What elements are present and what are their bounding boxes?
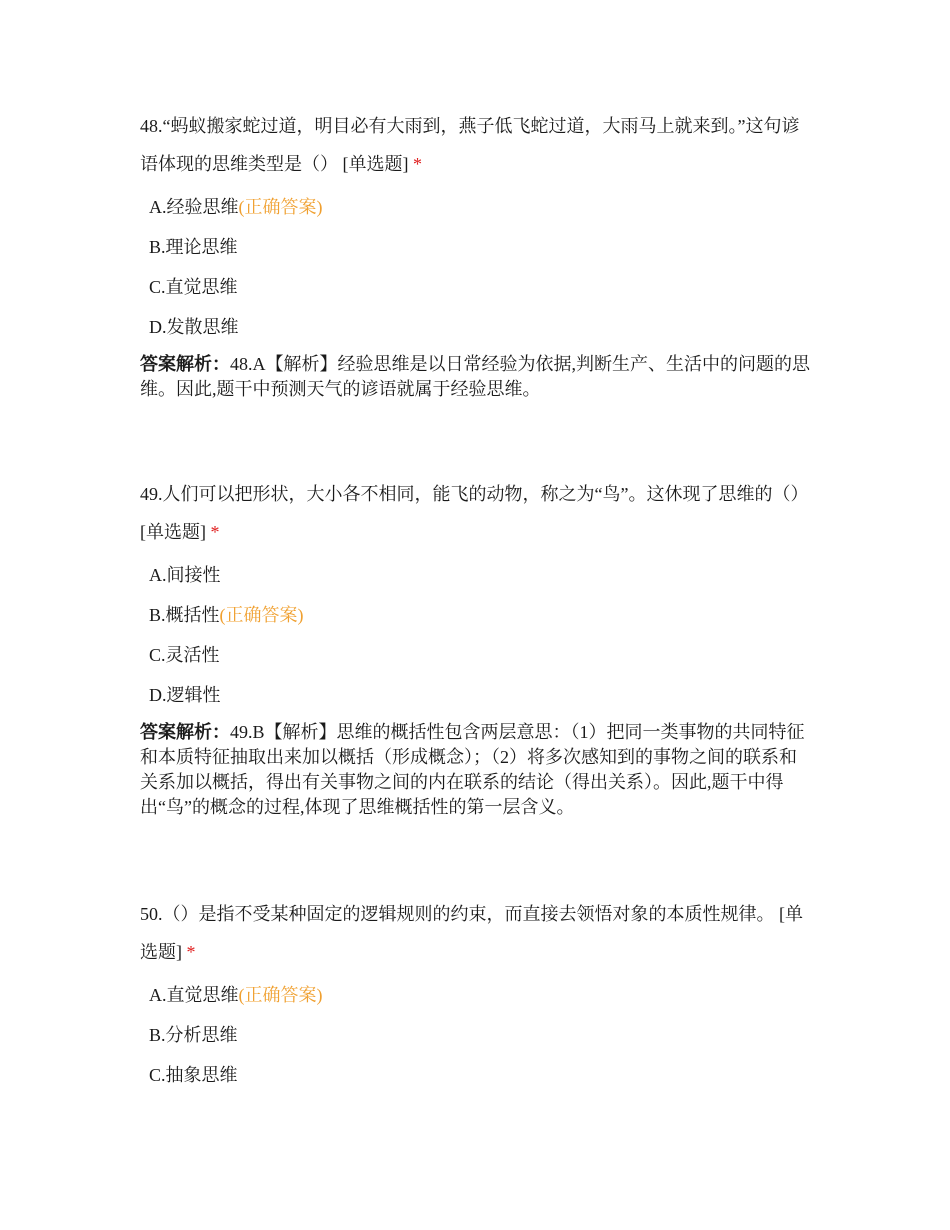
answer-analysis xyxy=(140,720,810,820)
option-label: B.概括性 xyxy=(149,605,220,625)
options-list xyxy=(140,555,810,715)
option-c[interactable] xyxy=(140,267,810,307)
question-stem: 48.“蚂蚁搬家蛇过道，明目必有大雨到，燕子低飞蛇过道，大雨马上就来到。”这句谚语体现的思维类型是（） xyxy=(140,116,800,174)
question-type: [单选题] xyxy=(140,904,803,962)
option-label: A.直觉思维 xyxy=(149,985,239,1005)
question-50 xyxy=(140,895,810,1095)
option-label: A.经验思维 xyxy=(149,197,239,217)
options-list xyxy=(140,975,810,1095)
analysis-label: 答案解析： xyxy=(140,722,230,742)
option-label: D.发散思维 xyxy=(149,317,239,337)
option-a[interactable] xyxy=(140,555,810,595)
question-text xyxy=(140,475,810,551)
required-marker: * xyxy=(210,522,220,542)
correct-answer-mark: (正确答案) xyxy=(238,197,323,217)
option-b[interactable] xyxy=(140,227,810,267)
options-list xyxy=(140,187,810,347)
analysis-label: 答案解析： xyxy=(140,354,230,374)
option-label: B.分析思维 xyxy=(149,1025,238,1045)
question-text xyxy=(140,895,810,971)
question-48 xyxy=(140,107,810,402)
option-label: D.逻辑性 xyxy=(149,685,221,705)
option-c[interactable] xyxy=(140,635,810,675)
option-d[interactable] xyxy=(140,675,810,715)
question-text xyxy=(140,107,810,183)
option-label: C.直觉思维 xyxy=(149,277,238,297)
answer-analysis xyxy=(140,352,810,402)
required-marker: * xyxy=(413,154,422,174)
question-stem: 50.（）是指不受某种固定的逻辑规则的约束，而直接去领悟对象的本质性规律。 xyxy=(140,904,775,924)
option-label: C.抽象思维 xyxy=(149,1065,238,1085)
correct-answer-mark: (正确答案) xyxy=(238,985,323,1005)
question-stem: 49.人们可以把形状，大小各不相同，能飞的动物，称之为“鸟”。这休现了思维的（） xyxy=(140,484,809,504)
analysis-text: 48.A【解析】经验思维是以日常经验为依据,判断生产、生活中的问题的思维。因此,题干中预测天气的谚语就属于经验思维。 xyxy=(140,354,810,399)
option-a[interactable] xyxy=(140,975,810,1015)
option-b[interactable] xyxy=(140,595,810,635)
correct-answer-mark: (正确答案) xyxy=(219,605,304,625)
option-d[interactable] xyxy=(140,307,810,347)
option-c[interactable] xyxy=(140,1055,810,1095)
required-marker: * xyxy=(186,942,196,962)
option-label: B.理论思维 xyxy=(149,237,238,257)
option-label: C.灵活性 xyxy=(149,645,220,665)
option-label: A.间接性 xyxy=(149,565,221,585)
question-type: [单选题] xyxy=(140,522,206,542)
question-49 xyxy=(140,475,810,820)
question-type: [单选题] xyxy=(342,154,409,174)
option-b[interactable] xyxy=(140,1015,810,1055)
option-a[interactable] xyxy=(140,187,810,227)
analysis-text: 49.B【解析】思维的概括性包含两层意思：（1）把同一类事物的共同特征和本质特征抽取出来加以概括（形成概念）；（2）将多次感知到的事物之间的联系和关系加以概括，得出有关事物之间的内在联系的结论（得出关系）。因此,题干中得出“鸟”的概念的过程,体现了思维概括性的第一层含义。 xyxy=(140,722,805,817)
